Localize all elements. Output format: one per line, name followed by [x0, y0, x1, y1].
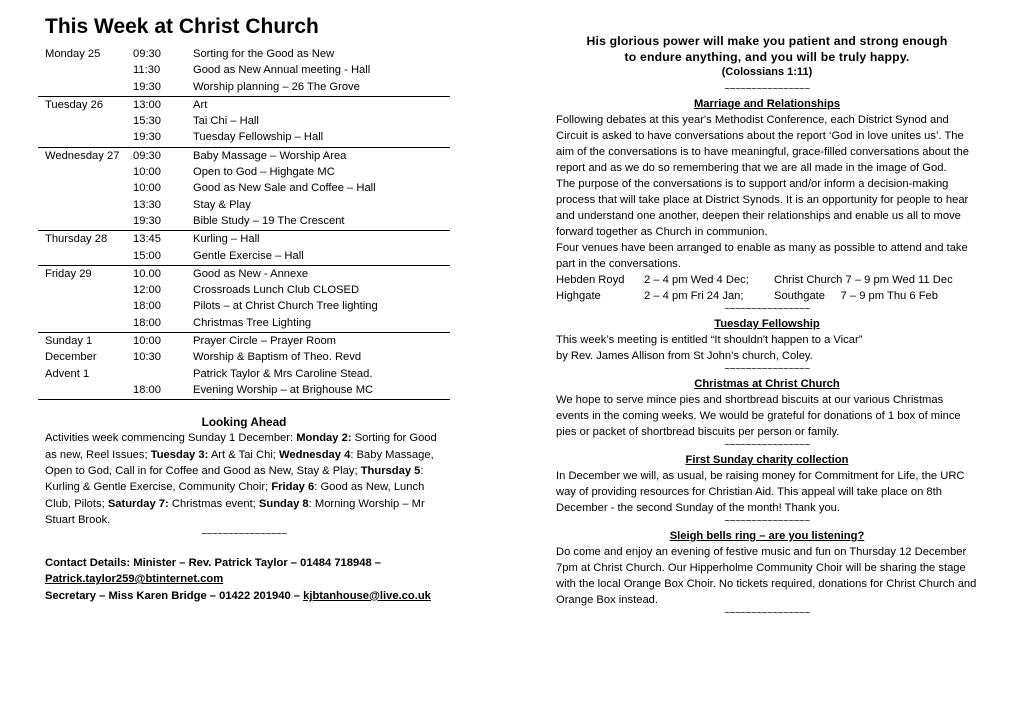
looking-ahead-heading: Looking Ahead: [201, 415, 287, 430]
time-cell: 15:00: [133, 249, 161, 262]
day-cell: [38, 248, 133, 264]
event-cell: Prayer Circle – Prayer Room: [193, 335, 336, 348]
time-cell: 19:30: [133, 80, 161, 93]
event-cell: Kurling – Hall: [193, 233, 260, 246]
secretary-email-link[interactable]: kjbtanhouse@live.co.uk: [303, 589, 431, 602]
day-cell: Wednesday 27: [45, 149, 120, 162]
saturday-text: Christmas event;: [168, 497, 259, 510]
event-cell: Stay & Play: [193, 198, 251, 211]
schedule-row: [38, 97, 450, 113]
event-cell: Evening Worship – at Brighouse MC: [193, 383, 374, 396]
time-cell: 09:30: [133, 149, 161, 162]
event-cell: Patrick Taylor & Mrs Caroline Stead.: [193, 367, 373, 380]
schedule-row: [38, 62, 450, 78]
tuesday-text: Art & Tai Chi;: [208, 448, 280, 461]
day-cell: [38, 79, 133, 95]
divider: ~~~~~~~~~~~~~~~~: [724, 608, 810, 619]
time-cell: 13:00: [133, 98, 161, 111]
event-cell: Good as New Annual meeting - Hall: [193, 64, 371, 77]
quote-line-2: to endure anything, and you will be truly happy.: [624, 49, 910, 64]
time-cell: 10:30: [133, 351, 161, 364]
event-cell: Tai Chi – Hall: [193, 115, 259, 128]
day-cell: [38, 315, 133, 331]
intro-text: Activities week commencing Sunday 1 December:: [45, 432, 297, 445]
schedule-row: [38, 46, 450, 62]
event-cell: Crossroads Lunch Club CLOSED: [193, 284, 360, 297]
event-cell: Pilots – at Christ Church Tree lighting: [193, 300, 378, 313]
secretary-line: [45, 588, 450, 605]
schedule-row: [38, 164, 450, 180]
day-cell: [38, 213, 133, 229]
day-group: [38, 333, 450, 400]
time-cell: 19:30: [133, 214, 161, 227]
schedule-row: [38, 148, 450, 164]
day-cell: [38, 180, 133, 196]
fellowship-line-2: by Rev. James Allison from St John’s church, Coley.: [556, 350, 813, 362]
marriage-para-3: Four venues have been arranged to enable as many as possible to attend and take part in the conversations.: [556, 242, 968, 270]
christmas-text: We hope to serve mince pies and shortbread biscuits at our various Christmas events in the coming weeks. We would be grateful for donations of 1 box of mince pies or packet of shortbread biscuits per person or family.: [556, 394, 961, 438]
quote-line-1: His glorious power will make you patient and strong enough: [586, 34, 948, 48]
day-cell: [38, 164, 133, 180]
day-cell: December: [45, 351, 97, 364]
event-cell: Gentle Exercise – Hall: [193, 249, 304, 262]
event-cell: Good as New Sale and Coffee – Hall: [193, 182, 376, 195]
sleigh-heading: Sleigh bells ring – are you listening?: [669, 530, 865, 542]
minister-line: Contact Details: Minister – Rev. Patrick Taylor – 01484 718948 –: [45, 556, 381, 569]
sunday-label: Sunday 8: [258, 497, 309, 510]
schedule-row: [38, 79, 450, 95]
time-cell: 19:30: [133, 131, 161, 144]
day-cell: [38, 282, 133, 298]
christmas-heading: Christmas at Christ Church: [694, 378, 840, 390]
event-cell: Open to God – Highgate MC: [193, 166, 335, 179]
time-cell: 13:30: [133, 198, 161, 211]
day-cell: [38, 298, 133, 314]
schedule-row: [38, 298, 450, 314]
time-cell: 10:00: [133, 182, 161, 195]
day-cell: Advent 1: [45, 367, 90, 380]
event-cell: Good as New - Annexe: [193, 267, 309, 280]
monday-text: Sorting for Good as new, Reel Issues;: [45, 432, 437, 461]
schedule-row: [38, 282, 450, 298]
sleigh-text: Do come and enjoy an evening of festive music and fun on Thursday 12 December 7pm at Christ Church. Our Hipperholme Community Choir will be sharing the stage with the local Orange Box Choir. No tickets required, donations for Christ Church and Orange Box instead.: [556, 546, 977, 606]
fellowship-line-1: This week’s meeting is entitled “It shouldn't happen to a Vicar”: [556, 334, 863, 346]
schedule-row: [38, 213, 450, 229]
charity-heading: First Sunday charity collection: [685, 454, 849, 466]
schedule-row: [38, 180, 450, 196]
day-group: [38, 266, 450, 333]
divider: ~~~~~~~~~~~~~~~~: [724, 364, 810, 375]
venue-list: [556, 272, 978, 304]
marriage-para-2: The purpose of the conversations is to support and/or inform a decision-making process that will take place at District Synods. It is an opportunity for people to hear and understand one another, deepen their relationships and enable us all to move forward together as Church in communion.: [556, 178, 969, 238]
wednesday-label: Wednesday 4: [279, 448, 351, 461]
minister-email-link[interactable]: Patrick.taylor259@btinternet.com: [45, 573, 224, 586]
divider: ~~~~~~~~~~~~~~~~: [724, 84, 810, 95]
time-cell: 12:00: [133, 284, 161, 297]
venue-other: Southgate 7 – 9 pm Thu 6 Feb: [774, 290, 938, 302]
right-page: [556, 34, 978, 620]
day-cell: [38, 62, 133, 78]
day-cell: Monday 25: [45, 48, 101, 60]
time-cell: 11:30: [133, 64, 161, 77]
time-cell: 09:30: [133, 48, 161, 60]
venue-place: Highgate: [556, 290, 601, 302]
event-cell: Tuesday Fellowship – Hall: [193, 131, 324, 144]
looking-ahead-text: [38, 430, 450, 528]
schedule-row: [38, 315, 450, 331]
day-cell: Sunday 1: [45, 335, 93, 348]
charity-text: In December we will, as usual, be raising money for Commitment for Life, the URC way of providing resources for Christian Aid. This appeal will take place on 8th December - the second Sunday of the month! Thank you.: [556, 470, 965, 514]
left-page: [38, 14, 450, 604]
venue-row: [556, 288, 978, 304]
event-cell: Sorting for the Good as New: [193, 48, 335, 60]
schedule-row: [38, 129, 450, 145]
divider: ~~~~~~~~~~~~~~~~: [724, 304, 810, 315]
time-cell: 10.00: [133, 267, 161, 280]
day-group: [38, 231, 450, 266]
event-cell: Christmas Tree Lighting: [193, 316, 312, 329]
time-cell: 18:00: [133, 300, 161, 313]
schedule-row: [38, 248, 450, 264]
marriage-heading: Marriage and Relationships: [693, 98, 841, 110]
day-cell: Tuesday 26: [45, 98, 104, 111]
schedule-row: [38, 197, 450, 213]
time-cell: 18:00: [133, 383, 161, 396]
day-group: [38, 148, 450, 231]
secretary-text: Secretary – Miss Karen Bridge – 01422 201940 –: [45, 589, 304, 602]
day-cell: [38, 113, 133, 129]
quote-reference: (Colossians 1:11): [721, 66, 813, 78]
event-cell: Worship planning – 26 The Grove: [193, 80, 360, 93]
schedule-row: [38, 382, 450, 398]
divider: ~~~~~~~~~~~~~~~~: [201, 528, 287, 540]
day-cell: [38, 129, 133, 145]
time-cell: 15:30: [133, 115, 161, 128]
saturday-label: Saturday 7:: [107, 497, 169, 510]
page-title: This Week at Christ Church: [45, 15, 319, 38]
day-group: [38, 97, 450, 148]
schedule-row: [38, 266, 450, 282]
venue-place: Hebden Royd: [556, 274, 625, 286]
venue-row: [556, 272, 978, 288]
event-cell: Bible Study – 19 The Crescent: [193, 214, 345, 227]
friday-label: Friday 6: [271, 481, 315, 494]
tuesday-label: Tuesday 3:: [150, 448, 209, 461]
marriage-para-1: Following debates at this year's Methodist Conference, each District Synod and Circuit is asked to have conversations about the report ‘God in love unites us’. The aim of the conversations is to have meaningful, grace-filled conversations about the report and as we do so remembering that we are all made in the image of God.: [556, 114, 969, 174]
divider: ~~~~~~~~~~~~~~~~: [724, 440, 810, 451]
sunday-text: : Morning Worship – Mr Stuart Brook.: [45, 497, 425, 527]
time-cell: 10:00: [133, 335, 161, 348]
day-cell: Thursday 28: [45, 233, 108, 246]
day-cell: [38, 197, 133, 213]
schedule-row: [38, 333, 450, 349]
schedule-row: [38, 231, 450, 247]
event-cell: Worship & Baptism of Theo. Revd: [193, 351, 362, 364]
schedule-row: [38, 349, 450, 365]
day-group: [38, 46, 450, 97]
day-cell: Friday 29: [45, 267, 92, 280]
thursday-text: : Kurling & Gentle Exercise, Community Choir;: [45, 465, 424, 494]
wednesday-text: : Baby Massage, Open to God, Call in for Coffee and Good as New, Stay & Play;: [45, 448, 434, 478]
time-cell: 13:45: [133, 233, 161, 246]
fellowship-heading: Tuesday Fellowship: [714, 318, 820, 330]
event-cell: Art: [193, 98, 208, 111]
thursday-label: Thursday 5: [360, 465, 421, 478]
divider: ~~~~~~~~~~~~~~~~: [724, 516, 810, 527]
time-cell: 18:00: [133, 316, 161, 329]
venue-time: 2 – 4 pm Wed 4 Dec;: [644, 274, 749, 286]
venue-other: Christ Church 7 – 9 pm Wed 11 Dec: [774, 274, 953, 286]
day-cell: [38, 382, 133, 398]
weekly-schedule: [38, 46, 450, 400]
time-cell: [133, 366, 193, 382]
friday-text: : Good as New, Lunch Club, Pilots;: [45, 481, 425, 510]
venue-time: 2 – 4 pm Fri 24 Jan;: [644, 290, 744, 302]
monday-label: Monday 2:: [296, 432, 352, 445]
time-cell: 10:00: [133, 166, 161, 179]
contact-details: [38, 555, 450, 605]
event-cell: Baby Massage – Worship Area: [193, 149, 347, 162]
schedule-row: [38, 366, 450, 382]
schedule-row: [38, 113, 450, 129]
